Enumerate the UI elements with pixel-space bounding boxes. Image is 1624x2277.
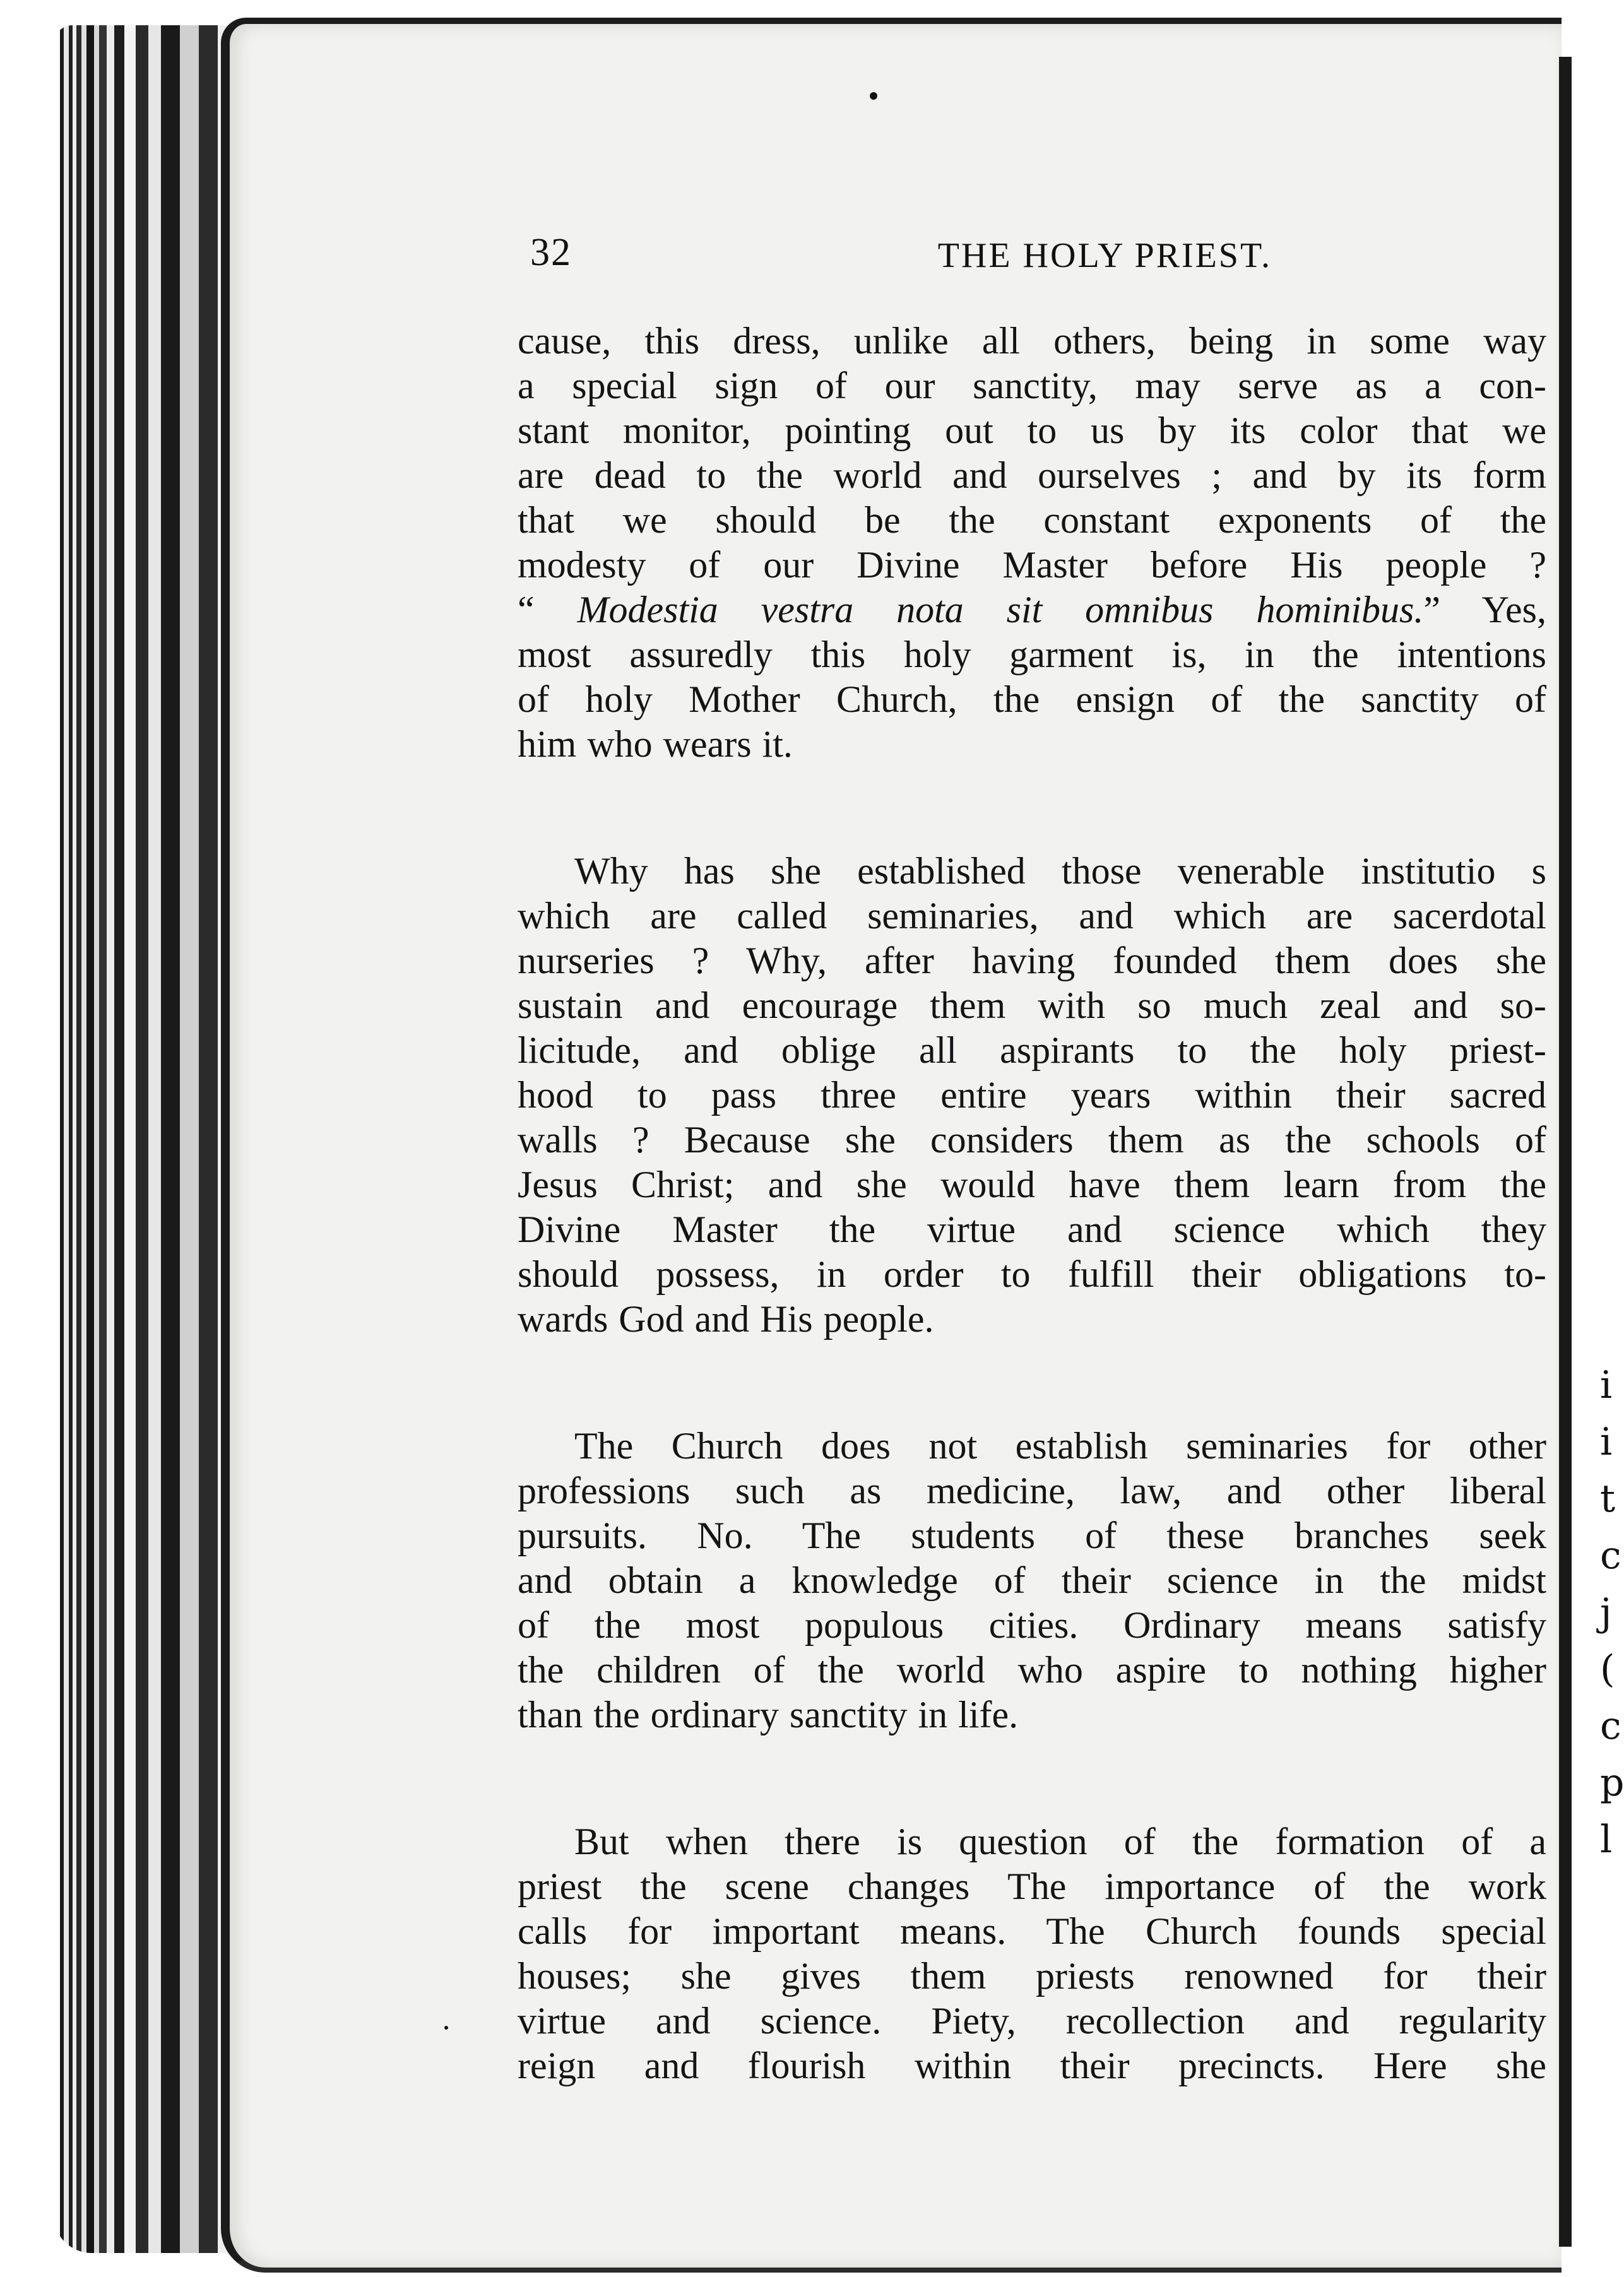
text-line: walls ? Because she considers them as the schools of (518, 1119, 1546, 1161)
paragraph-3 (518, 1424, 1546, 1737)
text-line: professions such as medicine, law, and other liberal (518, 1470, 1546, 1511)
page-gutter-shadow (1559, 57, 1572, 2247)
text-line: than the ordinary sanctity in life. (518, 1694, 1019, 1736)
text-line: that we should be the constant exponents of the (518, 499, 1546, 541)
running-head: THE HOLY PRIEST. (937, 236, 1272, 275)
text-line: pursuits. No. The students of these branches seek (518, 1515, 1546, 1556)
text-line: are dead to the world and ourselves ; and by its form (518, 454, 1546, 496)
body-text (518, 319, 1546, 2170)
text-line: priest the scene changes The importance of the work (518, 1866, 1546, 1907)
text-line: Divine Master the virtue and science which they (518, 1209, 1546, 1250)
text-line: hood to pass three entire years within their sacred (518, 1074, 1546, 1116)
paragraph-2 (518, 849, 1546, 1342)
text-line: him who wears it. (518, 723, 793, 765)
text-line: a special sign of our sanctity, may serve as a con- (518, 365, 1546, 406)
text-line: virtue and science. Piety, recollection and regularity (518, 2000, 1546, 2042)
page-header (530, 230, 1272, 287)
ink-speck (444, 2026, 448, 2030)
text-line: reign and flourish within their precincts. Here she (518, 2045, 1546, 2086)
text-line: Jesus Christ; and she would have them learn from the (518, 1164, 1546, 1205)
text-line: should possess, in order to fulfill their obligations to- (518, 1253, 1546, 1295)
facing-page-margin-text: i i t c j ( c p l (1600, 1363, 1624, 1862)
page-number: 32 (530, 231, 572, 274)
text-line: sustain and encourage them with so much zeal and so- (518, 985, 1546, 1026)
text-line: of the most populous cities. Ordinary means satisfy (518, 1604, 1546, 1646)
text-line: nurseries ? Why, after having founded them does she (518, 940, 1546, 981)
text-line: and obtain a knowledge of their science in the midst (518, 1559, 1546, 1601)
text-line: the children of the world who aspire to nothing higher (518, 1649, 1546, 1691)
text-line: of holy Mother Church, the ensign of the sanctity of (518, 678, 1546, 720)
text-line: licitude, and oblige all aspirants to the holy priest- (518, 1029, 1546, 1071)
text-line: stant monitor, pointing out to us by its color that we (518, 410, 1546, 451)
text-line: modesty of our Divine Master before His people ? (518, 544, 1546, 586)
text-line: wards God and His people. (518, 1298, 934, 1340)
text-line: The Church does not establish seminaries for other (574, 1425, 1546, 1467)
text-line: Why has she established those venerable institutio s (574, 850, 1546, 892)
text-line-latin-quote (518, 588, 1546, 632)
latin-quote-line: “ Modestia vestra nota sit omnibus hominibus.” Yes, (518, 589, 1546, 630)
latin-quotation: Modestia vestra nota sit omnibus hominibus. (577, 589, 1424, 630)
paragraph-1 (518, 319, 1546, 767)
text-line: cause, this dress, unlike all others, being in some way (518, 320, 1546, 362)
ink-speck (870, 92, 877, 100)
text-line: most assuredly this holy garment is, in the intentions (518, 634, 1546, 675)
text-line: houses; she gives them priests renowned for their (518, 1955, 1546, 1997)
facing-page-strip (1572, 38, 1624, 2277)
text-line: But when there is question of the formation of a (574, 1821, 1546, 1862)
paragraph-4 (518, 1819, 1546, 2088)
text-line: calls for important means. The Church founds special (518, 1910, 1546, 1952)
text-line: which are called seminaries, and which are sacerdotal (518, 895, 1546, 937)
